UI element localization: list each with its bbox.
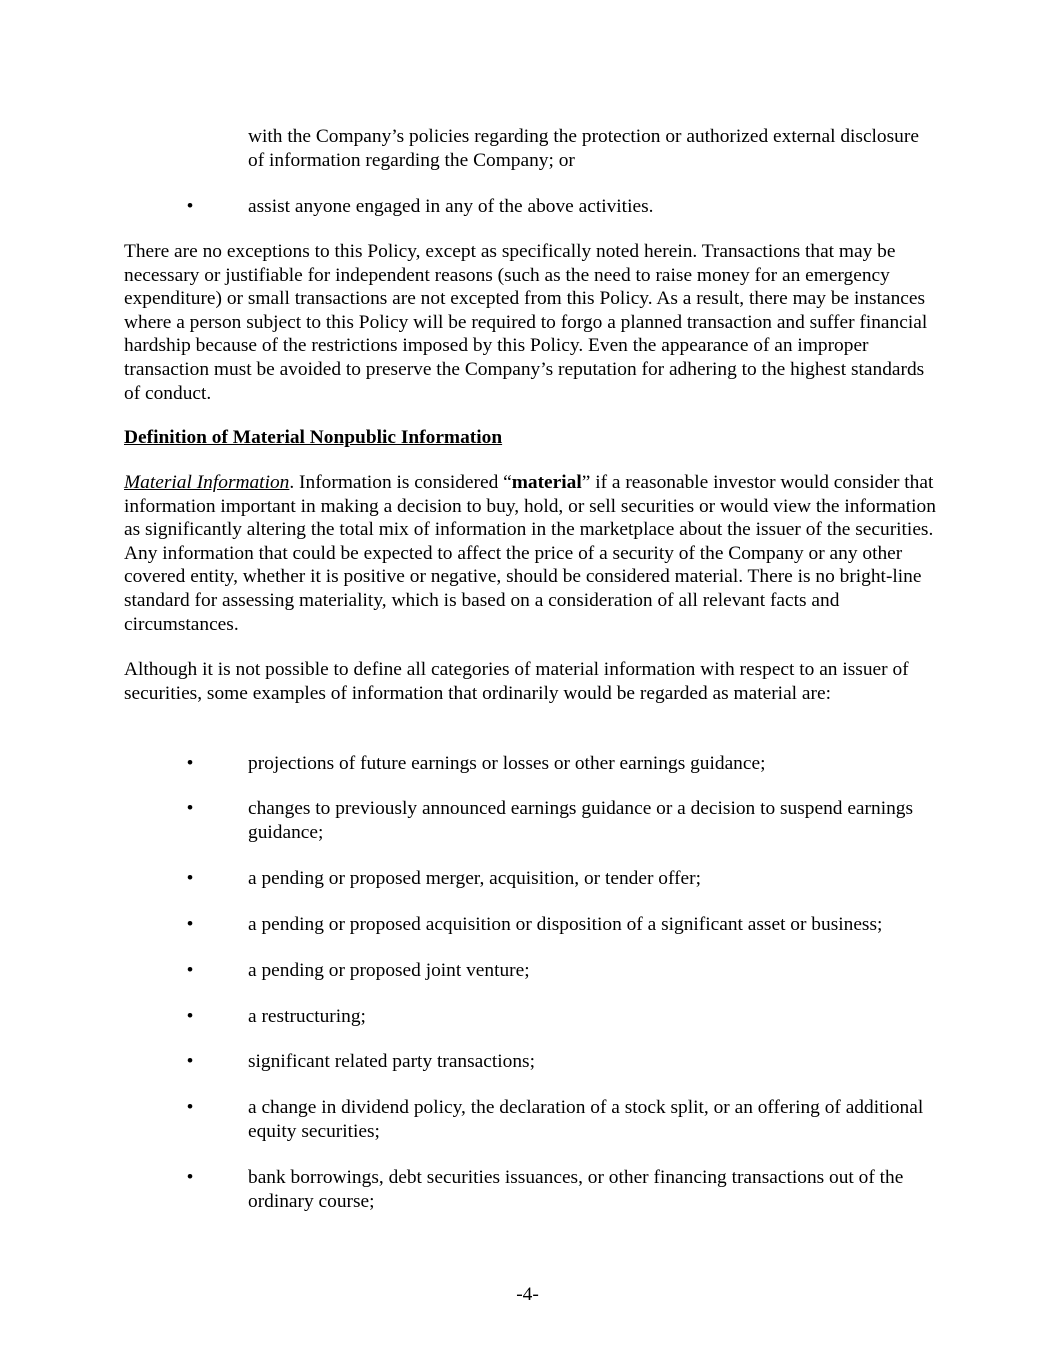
list-item-text: assist anyone engaged in any of the above activities. xyxy=(248,196,654,217)
list-item-text: significant related party transactions; xyxy=(248,1051,535,1072)
material-lead-text: . Information is considered “ xyxy=(289,472,512,493)
exceptions-paragraph: There are no exceptions to this Policy, except as specifically noted herein. Transactions that may be necessary or justifiable for independent reasons (such as the need to raise money for an emergency expenditure) or small transactions are not excepted from this Policy. As a result, there may be instances where a person subject to this Policy will be required to forgo a planned transaction and suffer financial hardship because of the restrictions imposed by this Policy. Even the appearance of an improper transaction must be avoided to preserve the Company’s reputation for adhering to the highest standards of conduct. xyxy=(124,241,928,404)
bullet-icon: • xyxy=(186,960,194,981)
section-heading: Definition of Material Nonpublic Information xyxy=(124,427,503,448)
bullet-icon: • xyxy=(186,1051,194,1072)
examples-intro-paragraph: Although it is not possible to define all categories of material information with respect to an issuer of securities, some examples of information that ordinarily would be regarded as material are: xyxy=(124,659,909,704)
material-bold-term: material xyxy=(511,472,582,493)
material-rest-text: ” if a reasonable investor would consider that information important in making a decision to buy, hold, or sell securities or would view the information as significantly altering the total mix of information in the marketplace about the issuer of the securities. Any information that could be expected to affect the price of a security of the Company or any other covered entity, whether it is positive or negative, should be considered material. There is no bright-line standard for assessing materiality, which is based on a consideration of all relevant facts and circumstances. xyxy=(124,472,936,635)
bullet-icon: • xyxy=(186,914,194,935)
list-item-text: changes to previously announced earnings guidance or a decision to suspend earnings guidance; xyxy=(248,798,914,843)
bullet-icon: • xyxy=(186,1006,194,1027)
page-number: -4- xyxy=(516,1284,539,1305)
material-information-subheading: Material Information xyxy=(124,472,290,493)
continuation-text: with the Company’s policies regarding the protection or authorized external disclosure of information regarding the Company; or xyxy=(248,126,919,171)
list-item-text: projections of future earnings or losses or other earnings guidance; xyxy=(248,753,766,774)
list-item-text: a pending or proposed acquisition or disposition of a significant asset or business; xyxy=(248,914,883,935)
bullet-icon: • xyxy=(186,1167,194,1188)
bullet-icon: • xyxy=(186,798,194,819)
list-item-text: a pending or proposed joint venture; xyxy=(248,960,530,981)
list-item-text: a restructuring; xyxy=(248,1006,366,1027)
list-item-text: a change in dividend policy, the declaration of a stock split, or an offering of additional equity securities; xyxy=(248,1097,924,1142)
bullet-icon: • xyxy=(186,196,194,217)
list-item-text: a pending or proposed merger, acquisition, or tender offer; xyxy=(248,868,701,889)
bullet-icon: • xyxy=(186,868,194,889)
list-item-text: bank borrowings, debt securities issuances, or other financing transactions out of the ordinary course; xyxy=(248,1167,904,1212)
bullet-icon: • xyxy=(186,1097,194,1118)
bullet-icon: • xyxy=(186,753,194,774)
material-information-paragraph xyxy=(124,471,936,636)
